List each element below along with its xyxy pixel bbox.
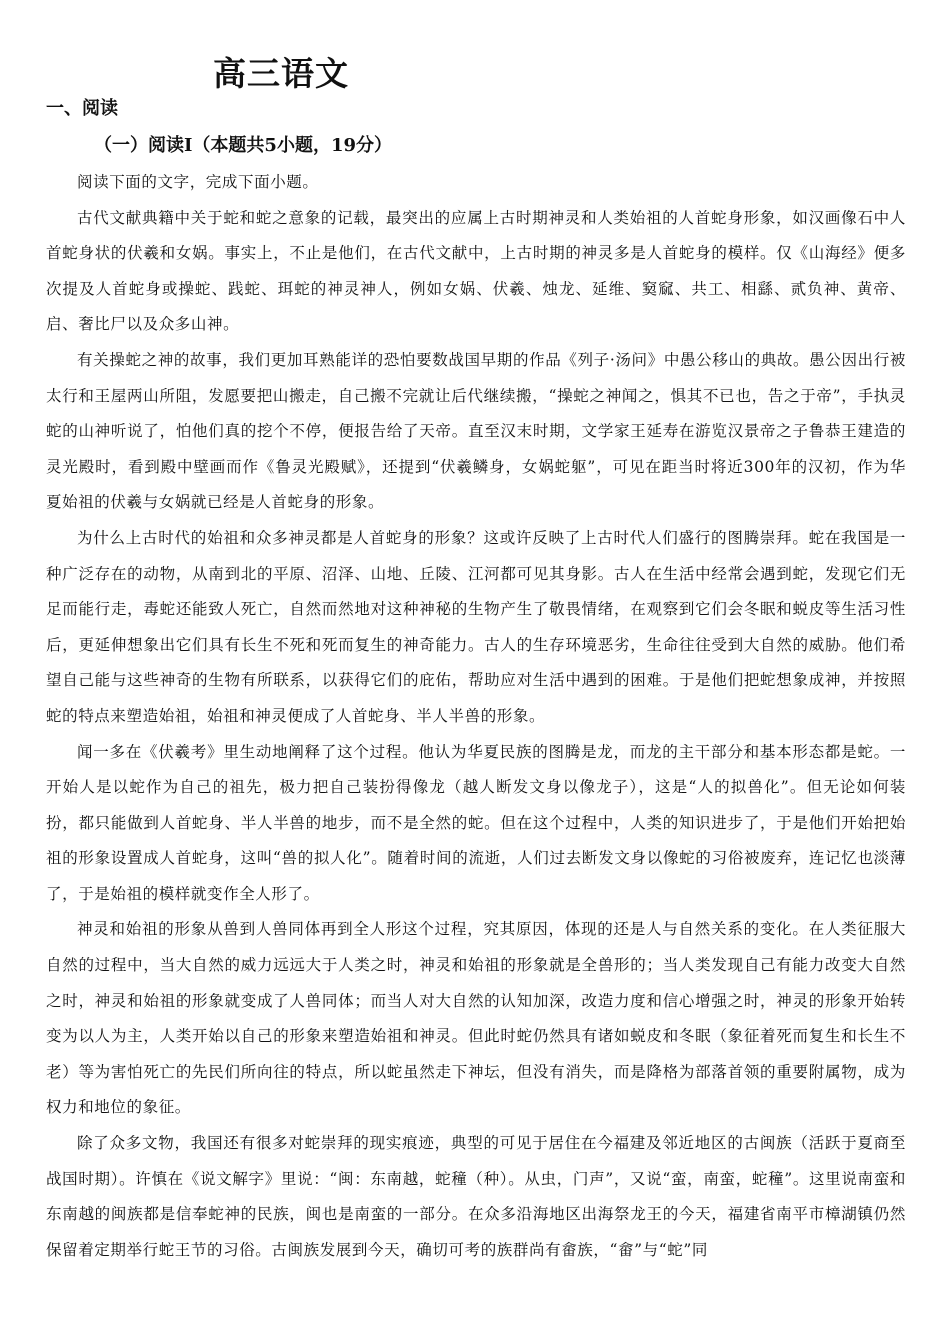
passage-paragraph-4: 闻一多在《伏羲考》里生动地阐释了这个过程。他认为华夏民族的图腾是龙，而龙的主干部分和基本形态都是蛇。一开始人是以蛇作为自己的祖先，极力把自己装扮得像龙（越人断发文身以像龙子），这是“人的拟兽化”。但无论如何装扮，都只能做到人首蛇身、半人半兽的地步，而不是全然的蛇。但在这个过程中，人类的知识进步了，于是他们开始把始祖的形象设置成人首蛇身，这叫“兽的拟人化”。随着时间的流逝，人们过去断发文身以像蛇的习俗被废弃，连记忆也淡薄了，于是始祖的模样就变作全人形了。 — [46, 742, 906, 903]
passage-paragraph-6: 除了众多文物，我国还有很多对蛇崇拜的现实痕迹，典型的可见于居住在今福建及邻近地区的古闽族（活跃于夏商至战国时期）。许慎在《说文解字》里说：“闽：东南越，蛇穜（种）。从虫，门声”，又说“蛮，南蛮，蛇穜”。这里说南蛮和东南越的闽族都是信奉蛇神的民族，闽也是南蛮的一部分。在众多沿海地区出海祭龙王的今天，福建省南平市樟湖镇仍然保留着定期举行蛇王节的习俗。古闽族发展到今天，确切可考的族群尚有畲族，“畲”与“蛇”同 — [46, 1134, 906, 1259]
passage-paragraph-5: 神灵和始祖的形象从兽到人兽同体再到全人形这个过程，究其原因，体现的还是人与自然关系的变化。在人类征服大自然的过程中，当大自然的威力远远大于人类之时，神灵和始祖的形象就是全兽形的；当人类发现自己有能力改变大自然之时，神灵和始祖的形象就变成了人兽同体；而当人对大自然的认知加深，改造力度和信心增强之时，神灵的形象开始转变为以人为主，人类开始以自己的形象来塑造始祖和神灵。但此时蛇仍然具有诸如蜕皮和冬眠（象征着死而复生和长生不老）等为害怕死亡的先民们所向往的特点，所以蛇虽然走下神坛，但没有消失，而是降格为部落首领的重要附属物，成为权力和地位的象征。 — [46, 920, 906, 1117]
passage-paragraph-3: 为什么上古时代的始祖和众多神灵都是人首蛇身的形象？这或许反映了上古时代人们盛行的图腾崇拜。蛇在我国是一种广泛存在的动物，从南到北的平原、沼泽、山地、丘陵、江河都可见其身影。古人在生活中经常会遇到蛇，发现它们无足而能行走，毒蛇还能致人死亡，自然而然地对这种神秘的生物产生了敬畏情绪，在观察到它们会冬眠和蜕皮等生活习性后，更延伸想象出它们具有长生不死和死而复生的神奇能力。古人的生存环境恶劣，生命往往受到大自然的威胁。他们希望自己能与这些神奇的生物有所联系，以获得它们的庇佑，帮助应对生活中遇到的困难。于是他们把蛇想象成神，并按照蛇的特点来塑造始祖，始祖和神灵便成了人首蛇身、半人半兽的形象。 — [46, 528, 906, 725]
instruction-text: 阅读下面的文字，完成下面小题。 — [77, 173, 319, 191]
section-heading: 一、阅读 — [46, 98, 118, 119]
passage-paragraph-1: 古代文献典籍中关于蛇和蛇之意象的记载，最突出的应属上古时期神灵和人类始祖的人首蛇身形象，如汉画像石中人首蛇身状的伏羲和女娲。事实上，不止是他们，在古代文献中，上古时期的神灵多是人首蛇身的模样。仅《山海经》便多次提及人首蛇身或操蛇、践蛇、珥蛇的神灵神人，例如女娲、伏羲、烛龙、延维、窫窳、共工、相繇、贰负神、黄帝、启、奢比尸以及众多山神。 — [46, 208, 906, 334]
subsection-heading: （一）阅读Ⅰ（本题共5小题，19分） — [94, 135, 392, 156]
page-title: 高三语文 — [213, 54, 349, 93]
passage-paragraph-2: 有关操蛇之神的故事，我们更加耳熟能详的恐怕要数战国早期的作品《列子·汤问》中愚公移山的典故。愚公因出行被太行和王屋两山所阻，发愿要把山搬走，自己搬不完就让后代继续搬，“操蛇之神闻之，惧其不已也，告之于帝”，手执灵蛇的山神听说了，怕他们真的挖个不停，便报告给了天帝。直至汉末时期，文学家王延寿在游览汉景帝之子鲁恭王建造的灵光殿时，看到殿中壁画而作《鲁灵光殿赋》，还提到“伏羲鳞身，女娲蛇躯”，可见在距当时将近300年的汉初，作为华夏始祖的伏羲与女娲就已经是人首蛇身的形象。 — [46, 350, 906, 512]
reading-passage — [46, 165, 906, 1268]
